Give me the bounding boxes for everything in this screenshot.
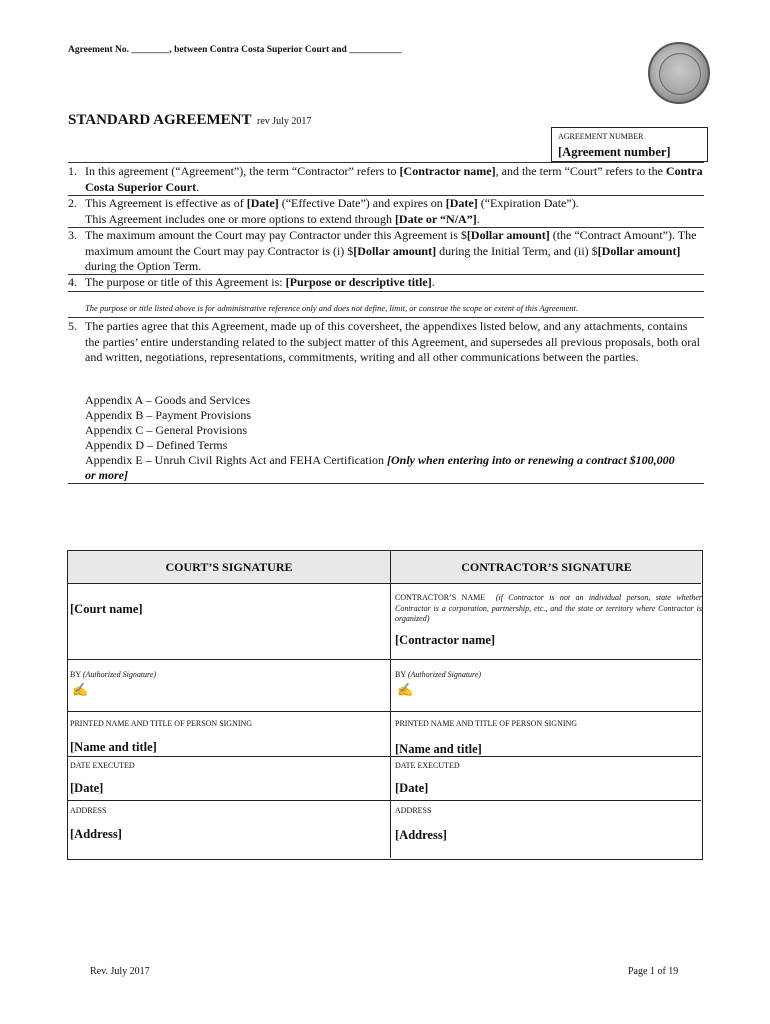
contractor-address-label: ADDRESS (395, 806, 432, 815)
appendix-c: Appendix C – General Provisions (85, 423, 247, 437)
clause-1: 1. In this agreement (“Agreement”), the term “Contractor” refers to [Contractor name], and the term “Court” refers to the Contra Costa Superior Court. (68, 164, 703, 194)
court-address-field[interactable]: [Address] (70, 827, 122, 841)
purpose-field[interactable]: [Purpose or descriptive title] (285, 275, 432, 289)
clause-3: 3. The maximum amount the Court may pay Contractor under this Agreement is $[Dollar amount] (the “Contract Amount”). The maximum amount the Court may pay Contractor is (i) $[Dollar amount] during the Initial Term, and (ii) $[Dollar amount] during the Option Term. (68, 228, 697, 273)
court-seal-icon (648, 42, 710, 104)
contractor-printed-name-label: PRINTED NAME AND TITLE OF PERSON SIGNING (395, 719, 578, 728)
agreement-header-line: Agreement No. ________, between Contra Costa Superior Court and ___________ (68, 45, 402, 55)
contractor-date-label: DATE EXECUTED (395, 761, 460, 770)
clause-4: 4. The purpose or title of this Agreement is: [Purpose or descriptive title]. (68, 275, 435, 289)
agreement-number-label: AGREEMENT NUMBER (558, 132, 644, 141)
appendix-e-note: [Only when entering into or renewing a contract $100,000 or more] (85, 453, 675, 482)
contractor-address-field[interactable]: [Address] (395, 828, 447, 842)
divider (68, 317, 704, 318)
expiration-date-field[interactable]: [Date] (445, 196, 478, 210)
court-signature-pen-icon[interactable]: ✍ (72, 682, 89, 697)
court-date-label: DATE EXECUTED (70, 761, 135, 770)
court-by-label: BY (Authorized Signature) (70, 670, 157, 679)
signature-table (67, 550, 703, 860)
contractor-name-field[interactable]: [Contractor name] (395, 633, 496, 647)
contractor-name-field[interactable]: [Contractor name] (399, 164, 496, 178)
court-date-field[interactable]: [Date] (70, 781, 104, 795)
divider (68, 756, 701, 757)
title-revision: rev July 2017 (256, 116, 312, 127)
divider (68, 483, 704, 484)
effective-date-field[interactable]: [Date] (246, 196, 279, 210)
court-name-text: Contra Costa Superior Court (85, 164, 703, 194)
divider (68, 711, 701, 712)
agreement-number-box (551, 127, 708, 162)
divider (68, 162, 704, 163)
appendix-d: Appendix D – Defined Terms (85, 438, 228, 452)
page-title (68, 112, 311, 129)
divider (68, 291, 704, 292)
title-main: STANDARD AGREEMENT (68, 112, 252, 128)
agreement-number-value[interactable]: [Agreement number] (558, 145, 671, 159)
contractor-signature-heading: CONTRACTOR’S SIGNATURE (461, 560, 632, 574)
contract-amount-field[interactable]: [Dollar amount] (466, 228, 550, 242)
appendix-b: Appendix B – Payment Provisions (85, 408, 252, 422)
clause-5: 5. The parties agree that this Agreement, made up of this coversheet, the appendixes listed below, and any attachments, contains the parties’ entire understanding related to the subject matter of this Agreement, and supersedes all previous proposals, both oral and written, negotiations, representations, commitments, writing and all other communications between the parties. (68, 319, 700, 364)
initial-term-amount-field[interactable]: [Dollar amount] (353, 243, 437, 258)
contractor-signature-pen-icon[interactable]: ✍ (397, 682, 414, 697)
court-printed-name-label: PRINTED NAME AND TITLE OF PERSON SIGNING (70, 719, 253, 728)
court-address-label: ADDRESS (70, 806, 107, 815)
contractor-date-field[interactable]: [Date] (395, 781, 429, 795)
contractor-by-label: BY (Authorized Signature) (395, 670, 482, 679)
court-signature-heading: COURT’S SIGNATURE (165, 560, 293, 574)
appendix-e: Appendix E – Unruh Civil Rights Act and FEHA Certification [Only when entering into or renewing a contract $100,000 or more] (85, 453, 675, 482)
clause-2: 2. This Agreement is effective as of [Date] (“Effective Date”) and expires on [Date] (“Expiration Date”). This Agreement includes one or more options to extend through [Date or “N/A”]. (68, 196, 579, 226)
divider (68, 659, 701, 660)
divider (68, 800, 701, 801)
court-name-title-field[interactable]: [Name and title] (70, 740, 157, 754)
appendix-a: Appendix A – Goods and Services (85, 393, 250, 407)
contractor-name-title-field[interactable]: [Name and title] (395, 742, 482, 756)
option-term-amount-field[interactable]: [Dollar amount] (597, 243, 681, 258)
option-date-field[interactable]: [Date or “N/A”] (394, 211, 477, 226)
contractor-name-note: CONTRACTOR’S NAME (if Contractor is not an individual person, state whether Contractor is a corporation, partnership, etc., and the state or territory where Contractor is organized) (395, 593, 703, 623)
column-divider (390, 551, 391, 858)
footer-revision: Rev. July 2017 (90, 966, 150, 977)
purpose-note: The purpose or title listed above is for administrative reference only and does not define, limit, or construe the scope or extent of this Agreement. (85, 303, 578, 313)
page-number: Page 1 of 19 (628, 966, 679, 977)
court-name-field[interactable]: [Court name] (70, 602, 143, 616)
